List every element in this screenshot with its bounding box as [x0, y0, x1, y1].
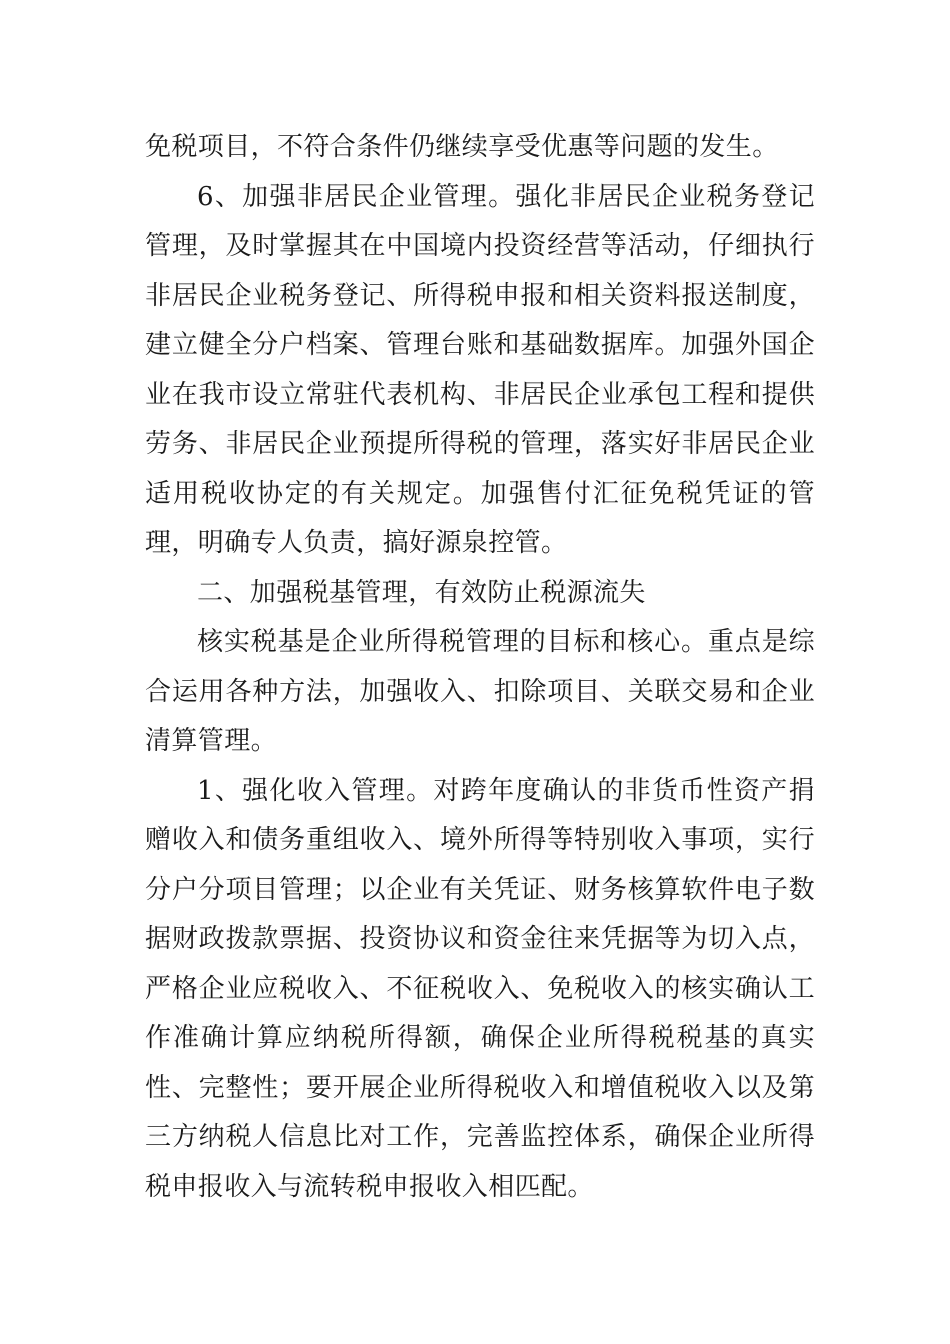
paragraph-continuation: 免税项目，不符合条件仍继续享受优惠等问题的发生。: [145, 132, 779, 162]
section-heading-tax-base: 二、加强税基管理，有效防止税源流失: [197, 577, 646, 608]
paragraph-income-management: 1、强化收入管理。对跨年度确认的非货币性资产捐赠收入和债务重组收入、境外所得等特别收入事项，实行分户分项目管理；以企业有关凭证、财务核算软件电子数据财政拨款票据、投资协议和资金往来凭据等为切入点，严格企业应税收入、不征税收入、免税收入的核实确认工作准确计算应纳税所得额，确保企业所得税税基的真实性、完整性；要开展企业所得税收入和增值税收入以及第三方纳税人信息比对工作，完善监控体系，确保企业所得税申报收入与流转税申报收入相匹配。: [145, 775, 815, 1202]
paragraph-tax-base-intro: 核实税基是企业所得税管理的目标和核心。重点是综合运用各种方法，加强收入、扣除项目、关联交易和企业清算管理。: [145, 627, 815, 756]
document-body: [145, 123, 815, 1212]
paragraph-non-resident-management: 6、加强非居民企业管理。强化非居民企业税务登记管理，及时掌握其在中国境内投资经营等活动，仔细执行非居民企业税务登记、所得税申报和相关资料报送制度，建立健全分户档案、管理台账和基础数据库。加强外国企业在我市设立常驻代表机构、非居民企业承包工程和提供劳务、非居民企业预提所得税的管理，落实好非居民企业适用税收协定的有关规定。加强售付汇征免税凭证的管理，明确专人负责，搞好源泉控管。: [145, 181, 815, 558]
